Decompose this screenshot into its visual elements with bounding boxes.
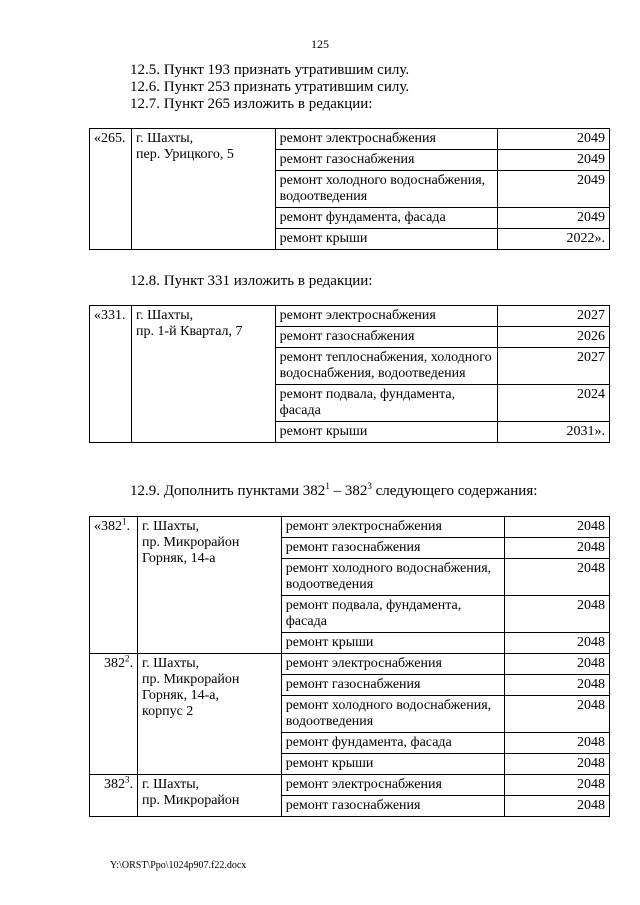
address-line: корпус 2 <box>141 704 194 719</box>
year-cell: 2048 <box>505 775 610 796</box>
address-line: пр. Микрорайон <box>141 672 240 687</box>
year-cell: 2049 <box>498 129 610 150</box>
paragraph-12-9 <box>130 483 537 500</box>
text: – 382 <box>329 483 368 499</box>
year-cell: 2048 <box>505 675 610 696</box>
text: . <box>126 519 130 534</box>
text: следующего содержания: <box>371 483 538 499</box>
table-item-265 <box>89 128 610 250</box>
year-cell: 2048 <box>505 696 610 733</box>
superscript: 1 <box>325 481 330 491</box>
year-cell: 2024 <box>498 385 610 422</box>
work-cell: ремонт холодного водоснабжения, водоотведения <box>281 696 505 733</box>
text: . <box>129 656 133 671</box>
year-cell: 2022». <box>498 229 610 250</box>
work-cell: ремонт крыши <box>281 754 505 775</box>
work-cell: ремонт холодного водоснабжения, водоотведения <box>275 171 498 208</box>
address-cell <box>137 654 281 775</box>
item-number <box>90 775 138 817</box>
year-cell: 2049 <box>498 208 610 229</box>
year-cell: 2048 <box>505 517 610 538</box>
item-number: «265. <box>90 129 132 250</box>
page-number: 125 <box>311 37 329 51</box>
work-cell: ремонт газоснабжения <box>281 675 505 696</box>
work-cell: ремонт газоснабжения <box>281 796 505 817</box>
year-cell: 2027 <box>498 348 610 385</box>
paragraph-12-8: 12.8. Пункт 331 изложить в редакции: <box>130 273 373 289</box>
work-cell: ремонт электроснабжения <box>275 129 498 150</box>
address-line: пер. Урицкого, 5 <box>135 147 234 162</box>
year-cell: 2048 <box>505 596 610 633</box>
year-cell: 2049 <box>498 171 610 208</box>
year-cell: 2048 <box>505 538 610 559</box>
work-cell: ремонт газоснабжения <box>281 538 505 559</box>
address-cell <box>131 306 275 443</box>
address-line: пр. 1-й Квартал, 7 <box>135 324 243 339</box>
text: 382 <box>103 777 125 792</box>
work-cell: ремонт газоснабжения <box>275 150 498 171</box>
work-cell: ремонт электроснабжения <box>281 517 505 538</box>
work-cell: ремонт электроснабжения <box>281 654 505 675</box>
address-line: г. Шахты, <box>141 777 200 792</box>
work-cell: ремонт подвала, фундамента, фасада <box>275 385 498 422</box>
address-cell <box>137 517 281 654</box>
address-line: г. Шахты, <box>135 308 194 323</box>
work-cell: ремонт фундамента, фасада <box>275 208 498 229</box>
year-cell: 2048 <box>505 733 610 754</box>
paragraph-12-5: 12.5. Пункт 193 признать утратившим силу. <box>130 62 410 78</box>
paragraph-12-7: 12.7. Пункт 265 изложить в редакции: <box>130 96 373 112</box>
work-cell: ремонт электроснабжения <box>281 775 505 796</box>
work-cell: ремонт крыши <box>281 633 505 654</box>
file-path-footer: Y:\ORST\Ppo\1024p907.f22.docx <box>110 860 247 871</box>
year-cell: 2026 <box>498 327 610 348</box>
year-cell: 2048 <box>505 654 610 675</box>
year-cell: 2049 <box>498 150 610 171</box>
year-cell: 2048 <box>505 796 610 817</box>
work-cell: ремонт фундамента, фасада <box>281 733 505 754</box>
work-cell: ремонт подвала, фундамента, фасада <box>281 596 505 633</box>
address-line: г. Шахты, <box>135 131 194 146</box>
address-line: пр. Микрорайон <box>141 793 240 808</box>
work-cell: ремонт крыши <box>275 422 498 443</box>
text: «382 <box>94 519 122 534</box>
work-cell: ремонт крыши <box>275 229 498 250</box>
table-item-331 <box>89 305 610 443</box>
item-number <box>90 654 138 775</box>
table-items-382 <box>89 516 610 817</box>
address-cell <box>137 775 281 817</box>
address-line: Горняк, 14-а <box>141 551 216 566</box>
superscript: 1 <box>122 516 127 527</box>
year-cell: 2027 <box>498 306 610 327</box>
item-number <box>90 517 138 654</box>
address-line: г. Шахты, <box>141 519 200 534</box>
year-cell: 2048 <box>505 633 610 654</box>
address-cell <box>131 129 275 250</box>
superscript: 3 <box>124 774 130 785</box>
work-cell: ремонт теплоснабжения, холодного водоснабжения, водоотведения <box>275 348 498 385</box>
item-number: «331. <box>90 306 132 443</box>
work-cell: ремонт электроснабжения <box>275 306 498 327</box>
year-cell: 2031». <box>498 422 610 443</box>
address-line: г. Шахты, <box>141 656 200 671</box>
text: . <box>129 777 133 792</box>
address-line: Горняк, 14-а, <box>141 688 219 703</box>
text: 12.9. Дополнить пунктами 382 <box>130 483 326 499</box>
year-cell: 2048 <box>505 559 610 596</box>
text: 382 <box>103 656 125 671</box>
year-cell: 2048 <box>505 754 610 775</box>
address-line: пр. Микрорайон <box>141 535 240 550</box>
work-cell: ремонт газоснабжения <box>275 327 498 348</box>
paragraph-12-6: 12.6. Пункт 253 признать утратившим силу. <box>130 79 410 95</box>
superscript: 3 <box>367 481 372 491</box>
superscript: 2 <box>124 653 130 664</box>
work-cell: ремонт холодного водоснабжения, водоотведения <box>281 559 505 596</box>
